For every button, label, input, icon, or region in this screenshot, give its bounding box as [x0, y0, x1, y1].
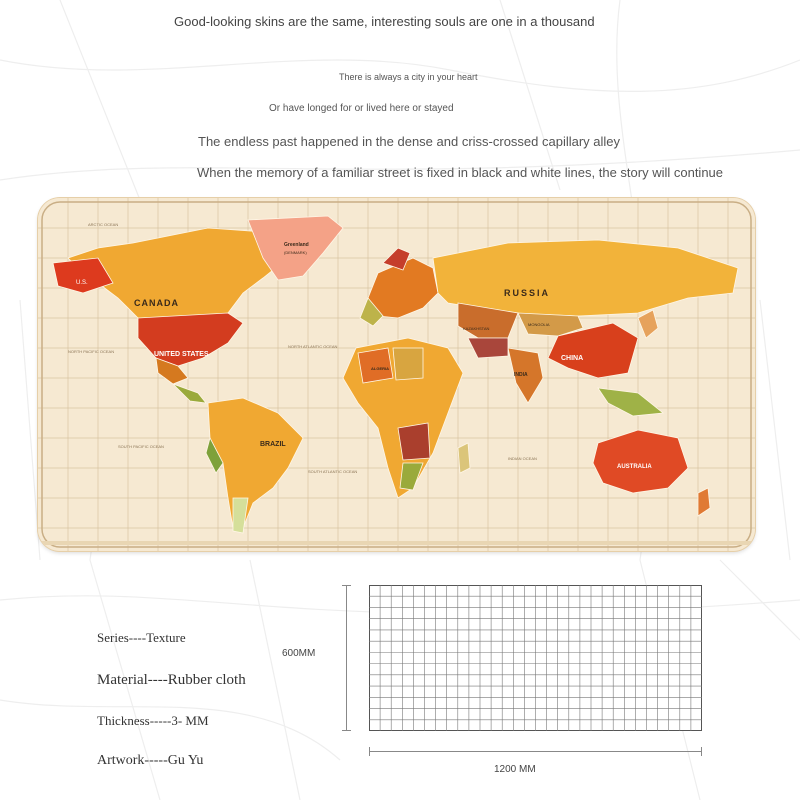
width-dimension-cap-right — [701, 747, 702, 756]
height-dimension-cap-bottom — [342, 730, 351, 731]
label-indian-ocean: INDIAN OCEAN — [508, 456, 537, 461]
label-arctic: ARCTIC OCEAN — [88, 222, 119, 227]
spec-material: Material----Rubber cloth — [97, 672, 246, 688]
label-kazakhstan: KAZAKHSTAN — [463, 326, 490, 331]
width-label: 1200 MM — [494, 764, 536, 775]
label-algeria: ALGERIA — [371, 366, 389, 371]
height-dimension-cap-top — [342, 585, 351, 586]
world-map — [38, 198, 755, 551]
label-greenland-sub: (DENMARK) — [284, 250, 307, 255]
label-south-pacific: SOUTH PACIFIC OCEAN — [118, 444, 164, 449]
label-brazil: BRAZIL — [260, 441, 286, 448]
spec-artwork: Artwork-----Gu Yu — [97, 753, 204, 768]
width-dimension-line — [369, 751, 702, 752]
label-north-atlantic: NORTH ATLANTIC OCEAN — [288, 344, 338, 349]
label-canada: CANADA — [134, 298, 179, 308]
spec-series: Series----Texture — [97, 630, 186, 645]
label-australia: AUSTRALIA — [617, 464, 652, 470]
label-russia: RUSSIA — [504, 288, 551, 298]
world-map-mousepad — [38, 198, 755, 551]
label-us: U.S. — [76, 280, 88, 286]
width-dimension-cap-left — [369, 747, 370, 756]
tagline-5: When the memory of a familiar street is fixed in black and white lines, the story will continue — [197, 165, 724, 180]
label-mongolia: MONGOLIA — [528, 322, 550, 327]
size-grid-diagram — [369, 585, 702, 731]
tagline-4: The endless past happened in the dense and criss-crossed capillary alley — [198, 134, 621, 149]
height-label: 600MM — [282, 648, 316, 659]
label-india: INDIA — [514, 372, 528, 378]
label-south-atlantic: SOUTH ATLANTIC OCEAN — [308, 469, 358, 474]
label-north-pacific: NORTH PACIFIC OCEAN — [68, 349, 115, 354]
spec-thickness: Thickness-----3- MM — [97, 713, 209, 728]
label-united-states: UNITED STATES — [154, 351, 209, 358]
label-china: CHINA — [561, 355, 584, 362]
height-dimension-line — [346, 585, 347, 731]
tagline-1: Good-looking skins are the same, interesting souls are one in a thousand — [174, 14, 595, 29]
tagline-2: There is always a city in your heart — [339, 72, 478, 82]
label-greenland: Greenland — [284, 242, 309, 248]
tagline-3: Or have longed for or lived here or stayed — [269, 103, 454, 114]
